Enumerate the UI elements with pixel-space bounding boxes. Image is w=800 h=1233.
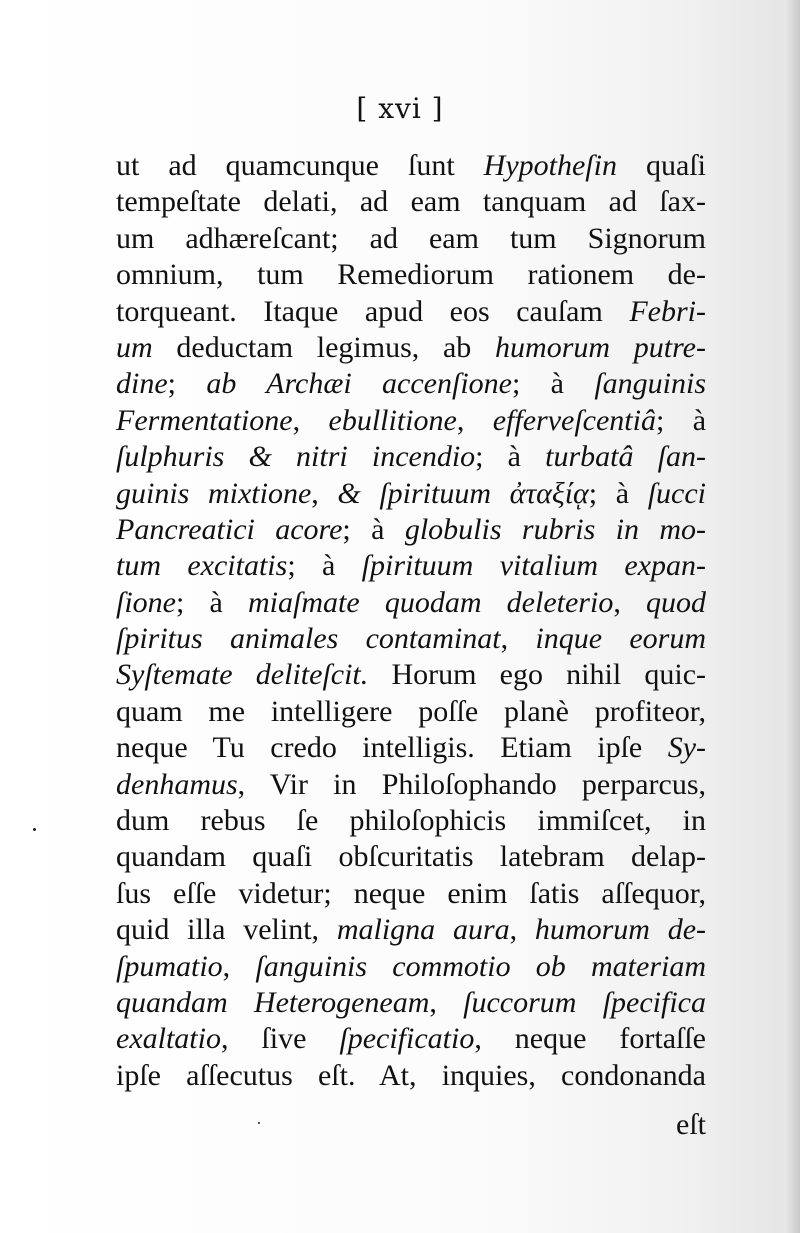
roman-text: ; à — [588, 476, 648, 510]
text-line — [116, 621, 706, 657]
italic-text: ſulphuris & nitri incendio — [116, 440, 476, 474]
text-line — [116, 184, 706, 220]
roman-text: um adhæreſcant; ad eam tum Signorum — [116, 221, 706, 255]
text-line — [116, 876, 706, 912]
roman-text: neque Tu credo intelligis. Etiam ipſe — [116, 731, 668, 765]
italic-text: denhamus — [116, 767, 238, 801]
italic-text: um — [116, 330, 153, 364]
text-line — [116, 985, 706, 1021]
text-line — [116, 694, 706, 730]
text-line — [116, 839, 706, 875]
italic-text: quandam Heterogeneam — [116, 985, 430, 1019]
italic-text: ſanguinis — [594, 367, 706, 401]
italic-text: Pancreatici acore — [116, 512, 343, 546]
roman-text: Horum ego nihil quic- — [368, 658, 707, 692]
text-line — [116, 585, 706, 621]
italic-text: humorum putre- — [495, 330, 706, 364]
italic-text: ſpirituum vitalium expan- — [361, 549, 706, 583]
italic-text: tum excitatis — [116, 549, 288, 583]
italic-text: ab Archæi accenſione — [206, 367, 512, 401]
italic-text: maligna aura — [336, 913, 510, 947]
italic-text: exaltatio — [116, 1022, 221, 1056]
text-line — [116, 439, 706, 475]
catchword: eſt — [676, 1108, 706, 1141]
roman-text: dum rebus ſe philoſophicis immiſcet, in — [116, 804, 706, 838]
italic-text: ebullitione — [328, 403, 457, 437]
roman-text: quaſi — [616, 149, 706, 182]
roman-text: , — [429, 985, 464, 1019]
roman-text: ; à — [655, 403, 707, 437]
text-line — [116, 257, 706, 293]
roman-text: , — [509, 913, 535, 947]
page-edge-shadow — [786, 0, 800, 1233]
italic-text: & ſpirituum ἀταξίᾳ — [337, 476, 589, 510]
italic-text: humorum de- — [534, 913, 706, 947]
roman-text: ipſe aſſecutus eſt. At, inquies, condonanda — [116, 1058, 706, 1092]
roman-text: , — [456, 403, 493, 437]
italic-text: turbatâ ſan- — [545, 440, 706, 474]
italic-text: guinis mixtione — [116, 476, 312, 510]
roman-text: , — [311, 476, 338, 510]
roman-text: ſus eſſe videtur; neque enim ſatis aſſequor, — [116, 876, 706, 910]
italic-text: dine — [116, 367, 168, 401]
roman-text: , — [500, 622, 536, 656]
roman-text: , ſive — [220, 1022, 340, 1056]
text-line — [116, 1021, 706, 1057]
italic-text: Hypotheſin — [483, 149, 617, 182]
body-text — [116, 148, 706, 1094]
italic-text: ſione — [116, 585, 176, 619]
text-line — [116, 512, 706, 548]
roman-text: omnium, tum Remediorum rationem de- — [116, 258, 706, 292]
roman-text: quid illa velint, — [116, 913, 337, 947]
roman-text: ; à — [511, 367, 595, 401]
text-line — [116, 949, 706, 985]
scan-speck — [258, 1122, 260, 1124]
roman-text: torqueant. Itaque apud eos cauſam — [116, 294, 630, 328]
text-line — [116, 476, 706, 512]
text-line — [116, 148, 706, 184]
text-line — [116, 1058, 706, 1094]
text-line — [116, 403, 706, 439]
italic-text: globulis rubris in mo- — [404, 512, 707, 546]
roman-text: ; à — [176, 585, 249, 619]
roman-text: deductam legimus, ab — [152, 330, 496, 364]
italic-text: quod — [646, 585, 707, 619]
text-line — [116, 221, 706, 257]
scan-speck — [33, 828, 36, 831]
text-line — [116, 730, 706, 766]
text-line — [116, 366, 706, 402]
text-line — [116, 657, 706, 693]
italic-text: ſpiritus animales contaminat — [116, 622, 501, 656]
roman-text: , neque fortaſſe — [474, 1022, 706, 1056]
italic-text: ſanguinis commotio ob materiam — [255, 949, 706, 983]
roman-text: , — [222, 949, 256, 983]
text-line — [116, 767, 706, 803]
roman-text: ; à — [475, 440, 546, 474]
roman-text: tempeſtate delati, ad eam tanquam ad ſax- — [116, 185, 706, 219]
roman-text: , — [292, 403, 329, 437]
roman-text: quandam quaſi obſcuritatis latebram delap- — [116, 840, 706, 874]
italic-text: ſuccorum ſpecifica — [463, 985, 706, 1019]
italic-text: inque eorum — [535, 622, 706, 656]
italic-text: ſpumatio — [116, 949, 223, 983]
roman-text: quam me intelligere poſſe planè profiteor, — [116, 694, 706, 728]
italic-text: Fermentatione — [116, 403, 293, 437]
roman-text: ; — [167, 367, 207, 401]
italic-text: ſpecificatio — [339, 1022, 475, 1056]
roman-text: , — [613, 585, 647, 619]
italic-text: miaſmate quodam deleterio — [248, 585, 614, 619]
text-line — [116, 330, 706, 366]
page-number: [ xvi ] — [356, 92, 444, 125]
text-line — [116, 294, 706, 330]
roman-text: ; à — [287, 549, 362, 583]
text-line — [116, 548, 706, 584]
italic-text: efferveſcentiâ — [492, 403, 656, 437]
roman-text: ; à — [342, 512, 405, 546]
roman-text: ut ad quamcunque ſunt — [116, 149, 484, 182]
text-line — [116, 912, 706, 948]
text-line — [116, 803, 706, 839]
italic-text: ſucci — [647, 476, 706, 510]
italic-text: Febri- — [629, 294, 706, 328]
roman-text: , Vir in Philoſophando perparcus, — [237, 767, 706, 801]
italic-text: Syſtemate deliteſcit. — [116, 658, 369, 692]
italic-text: Sy- — [667, 731, 706, 765]
